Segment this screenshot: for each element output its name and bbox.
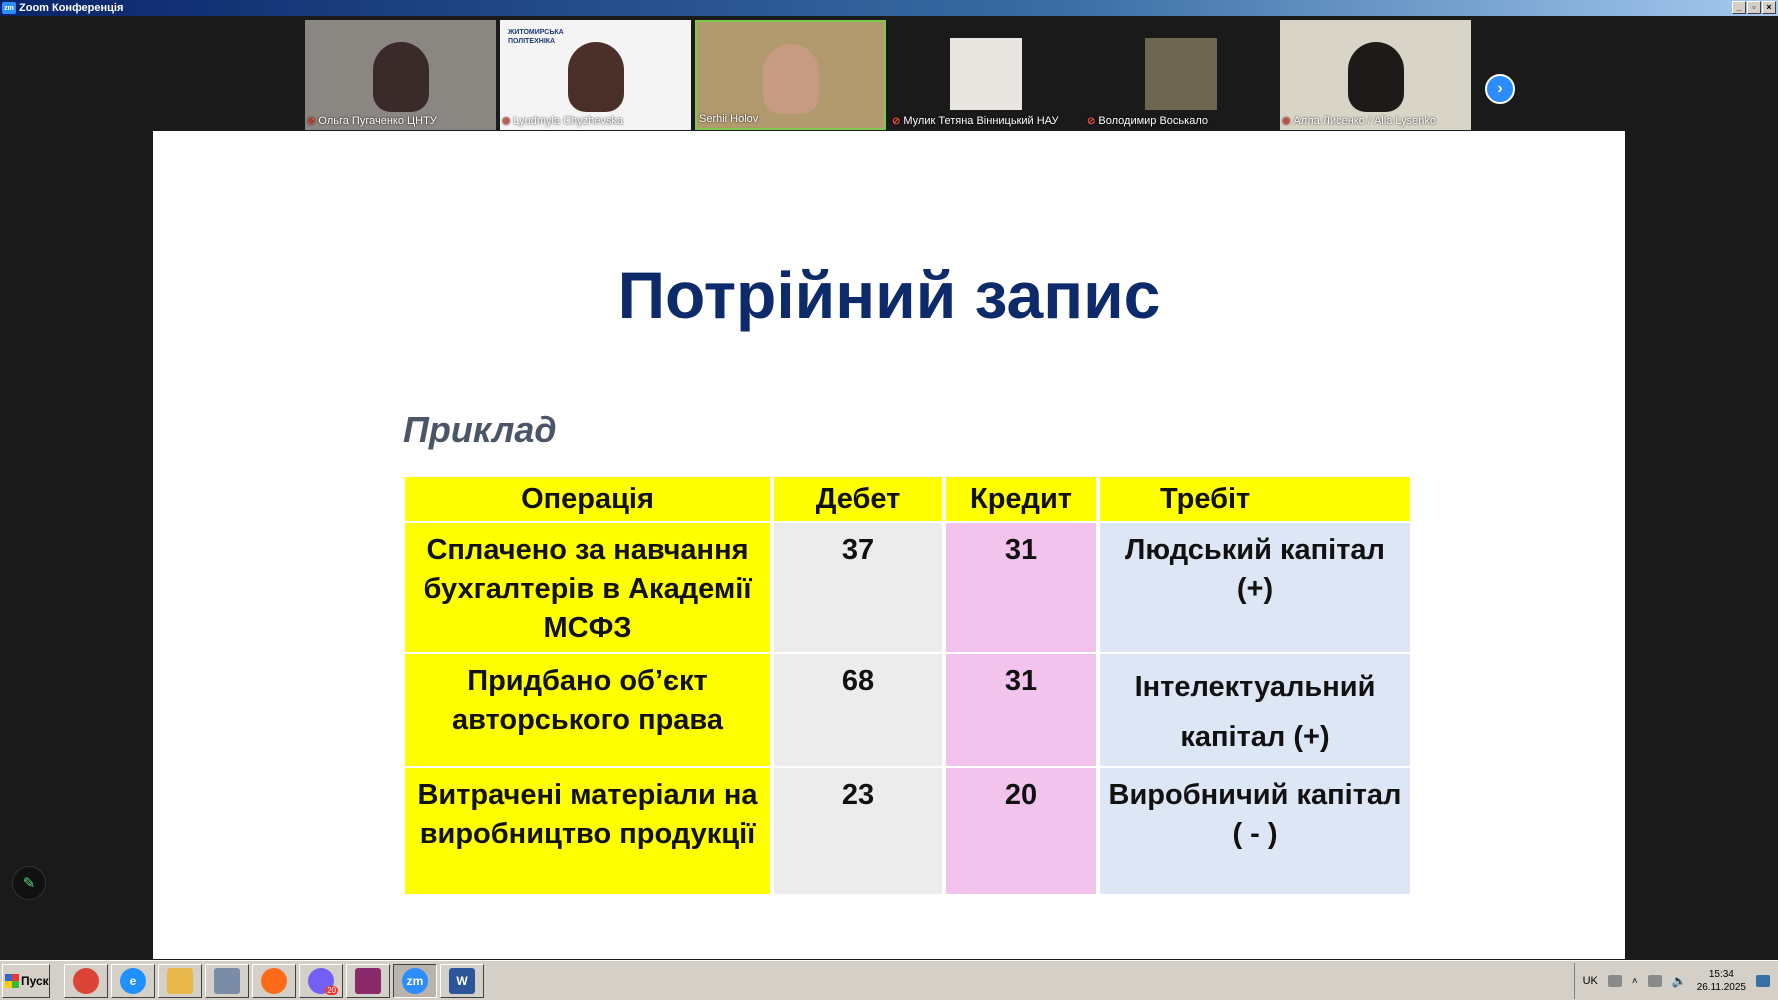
- table-row: [405, 768, 1410, 894]
- participant-tile[interactable]: [305, 20, 496, 130]
- participant-tile[interactable]: [695, 20, 886, 130]
- firefox-icon: [261, 968, 287, 994]
- participant-name: Володимир Воськало: [1098, 115, 1208, 127]
- participant-name: Lyudmyla Chyzhevska: [513, 115, 624, 127]
- participant-tile[interactable]: [1085, 20, 1276, 130]
- cell-debit: 68: [774, 654, 942, 766]
- zoom-app-icon: zm: [2, 2, 16, 14]
- logo-line-1: ЖИТОМИРСЬКА: [508, 29, 564, 36]
- explorer-taskbar-button[interactable]: [158, 964, 202, 998]
- participant-name-label: [502, 112, 623, 130]
- cell-credit: 20: [946, 768, 1096, 894]
- ie-icon-label: e: [129, 973, 137, 988]
- header-trebit: Требіт: [1100, 477, 1410, 521]
- window-controls: [1732, 1, 1776, 14]
- cell-trebit: Виробничий капітал ( - ): [1100, 768, 1410, 894]
- language-indicator[interactable]: UK: [1582, 975, 1598, 987]
- muted-mic-icon: ⊘: [502, 115, 511, 127]
- windows-logo-icon: [5, 974, 19, 988]
- clock-time: 15:34: [1708, 969, 1734, 980]
- taskbar-apps: [64, 964, 484, 998]
- cell-credit: 31: [946, 654, 1096, 766]
- word-taskbar-button[interactable]: [440, 964, 484, 998]
- maximize-button[interactable]: ▫: [1747, 1, 1761, 14]
- muted-mic-icon: ⊘: [1087, 115, 1096, 127]
- next-participants-button[interactable]: ›: [1485, 74, 1515, 104]
- firefox-taskbar-button[interactable]: [252, 964, 296, 998]
- notification-badge: 20: [327, 985, 336, 995]
- winrar-taskbar-button[interactable]: [346, 964, 390, 998]
- participant-video: [568, 42, 624, 112]
- logo-line-2: ПОЛІТЕХНІКА: [508, 38, 556, 45]
- table-header-row: [405, 477, 1410, 521]
- operations-table: [401, 475, 1414, 896]
- participant-tile[interactable]: [890, 20, 1081, 130]
- participant-video: [373, 42, 429, 112]
- show-desktop-icon[interactable]: [1756, 975, 1770, 987]
- participant-name: Ольга Пугаченко ЦНТУ: [318, 115, 437, 127]
- start-label: Пуск: [21, 973, 49, 988]
- chrome-taskbar-button[interactable]: [64, 964, 108, 998]
- cell-operation: Сплачено за навчання бухгалтерів в Академії МСФЗ: [405, 523, 770, 652]
- cell-operation: Придбано об’єкт авторського права: [405, 654, 770, 766]
- participant-name-label: [699, 110, 758, 128]
- minimize-button[interactable]: _: [1732, 1, 1746, 14]
- participant-name: Serhii Holov: [699, 113, 759, 125]
- clock-date: 26.11.2025: [1696, 982, 1746, 993]
- participant-name: Алла Лисенко / Alla Lysenko: [1293, 115, 1436, 127]
- header-debit: Дебет: [774, 477, 942, 521]
- participant-name-label: [307, 112, 437, 130]
- cell-trebit: Людський капітал (+): [1100, 523, 1410, 652]
- header-credit: Кредит: [946, 477, 1096, 521]
- muted-mic-icon: ⊘: [1282, 115, 1291, 127]
- cell-trebit: Інтелектуальний капітал (+): [1100, 654, 1410, 766]
- keyboard-icon[interactable]: [1608, 975, 1622, 987]
- ie-taskbar-button[interactable]: [111, 964, 155, 998]
- zoom-icon-label: zm: [406, 973, 424, 988]
- viber-taskbar-button[interactable]: [299, 964, 343, 998]
- network-icon[interactable]: [1648, 975, 1662, 987]
- participant-video: [1348, 42, 1404, 112]
- close-button[interactable]: ×: [1762, 1, 1776, 14]
- participant-name: Мулик Тетяна Вінницький НАУ: [903, 115, 1059, 127]
- media-icon: [214, 968, 240, 994]
- zoom-taskbar-button[interactable]: [393, 964, 437, 998]
- start-button[interactable]: [2, 964, 50, 998]
- taskbar: [0, 960, 1778, 1000]
- cell-operation: Витрачені матеріали на виробництво продукції: [405, 768, 770, 894]
- annotate-pencil-icon[interactable]: ✎: [12, 866, 46, 900]
- participant-name-label: [1087, 112, 1208, 130]
- participant-name-label: [892, 112, 1059, 130]
- participant-video: [950, 38, 1022, 110]
- media-taskbar-button[interactable]: [205, 964, 249, 998]
- chrome-icon: [73, 968, 99, 994]
- volume-icon[interactable]: 🔈: [1671, 974, 1687, 988]
- institution-logo: [508, 28, 564, 46]
- table-row: [405, 523, 1410, 652]
- window-titlebar: [0, 0, 1778, 16]
- word-icon: [449, 968, 475, 994]
- word-icon-label: W: [456, 973, 468, 988]
- participant-video: [763, 44, 819, 114]
- cell-debit: 23: [774, 768, 942, 894]
- participant-video: [1145, 38, 1217, 110]
- muted-mic-icon: ⊘: [307, 115, 316, 127]
- window-title: Zoom Конференція: [19, 2, 124, 14]
- slide-title: Потрійний запис: [617, 258, 1161, 332]
- muted-mic-icon: ⊘: [892, 115, 901, 127]
- table-row: [405, 654, 1410, 766]
- system-tray: [1574, 963, 1778, 999]
- header-operation: Операція: [405, 477, 770, 521]
- cell-credit: 31: [946, 523, 1096, 652]
- participant-video-strip: [0, 16, 1778, 130]
- participant-tile[interactable]: [500, 20, 691, 130]
- clock[interactable]: [1697, 968, 1746, 994]
- zoom-icon: [402, 968, 428, 994]
- slide-subtitle: Приклад: [403, 409, 557, 450]
- cell-debit: 37: [774, 523, 942, 652]
- ie-icon: [120, 968, 146, 994]
- shared-screen-slide: [153, 131, 1625, 959]
- participant-tile[interactable]: [1280, 20, 1471, 130]
- tray-expand-icon[interactable]: ˄: [1631, 975, 1638, 987]
- winrar-icon: [355, 968, 381, 994]
- explorer-icon: [167, 968, 193, 994]
- participant-name-label: [1282, 112, 1436, 130]
